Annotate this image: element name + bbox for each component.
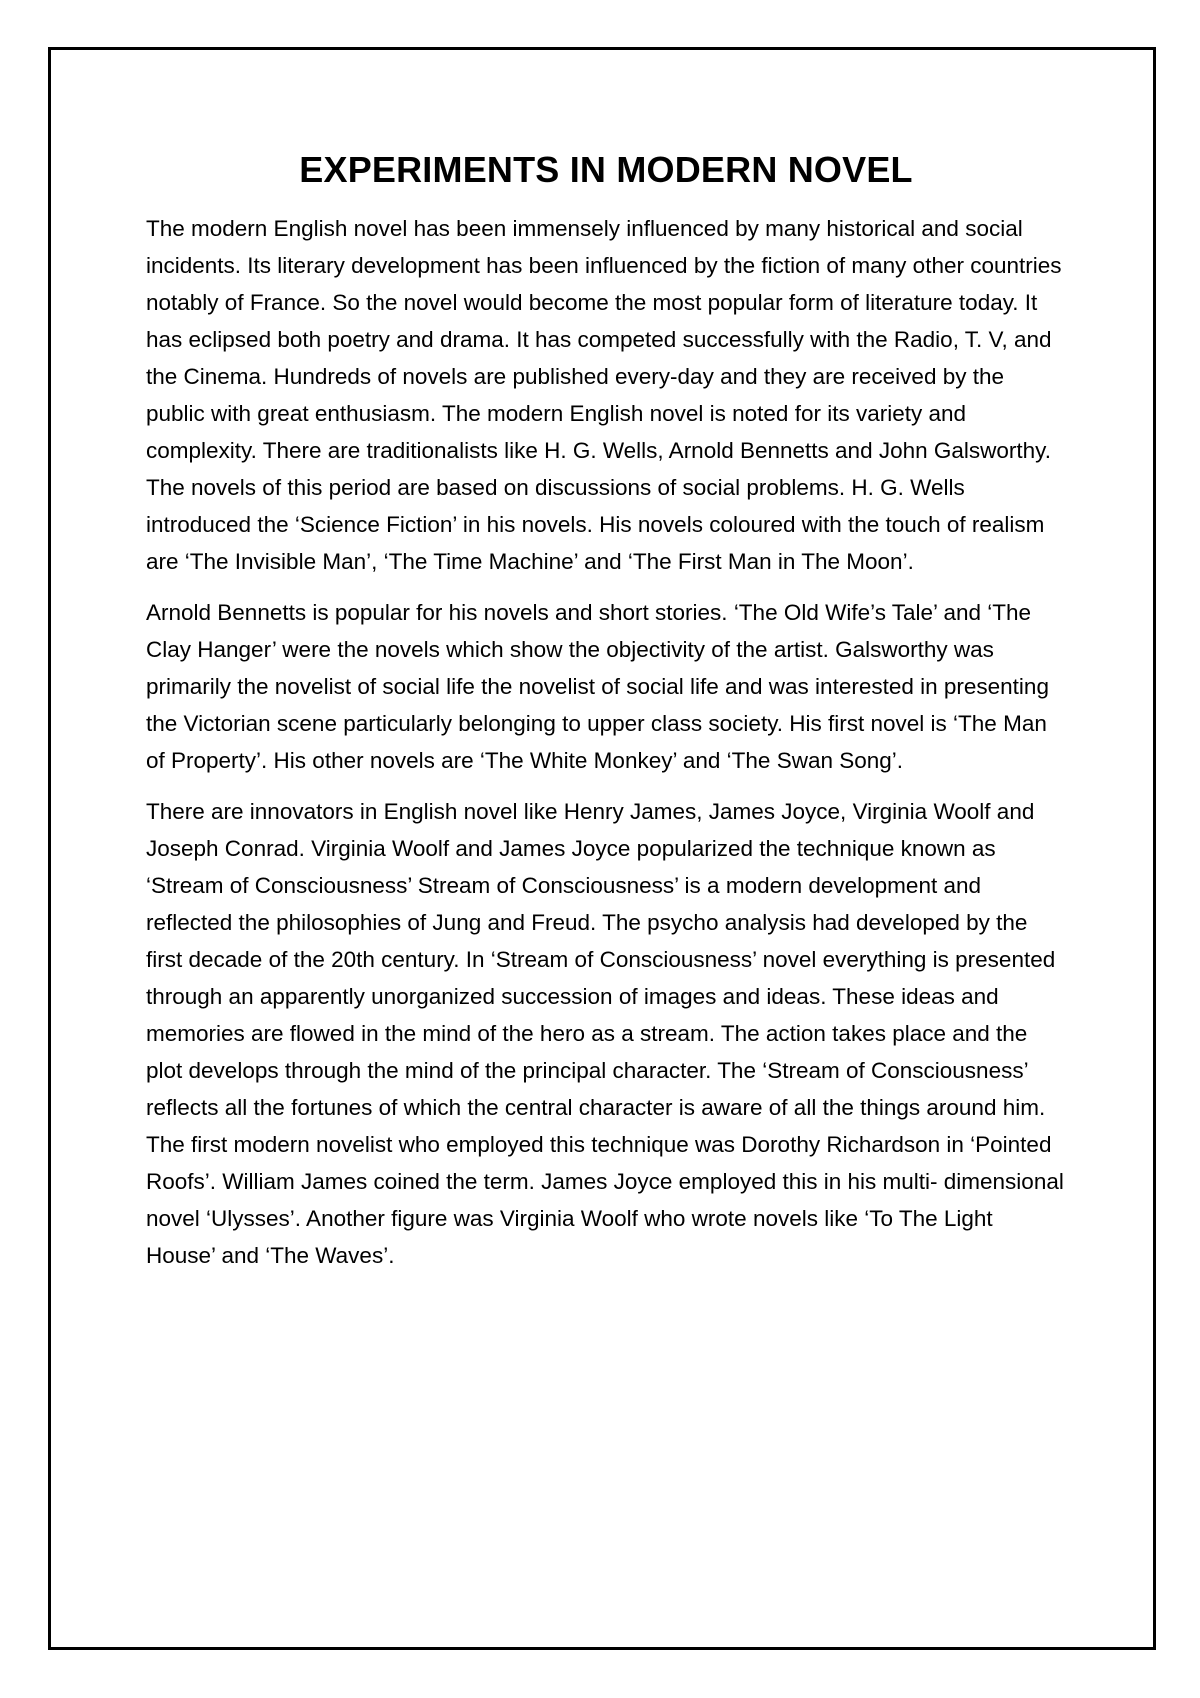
document-body [146, 148, 1066, 1288]
paragraph-stream-of-consciousness: There are innovators in English novel like Henry James, James Joyce, Virginia Woolf and Joseph Conrad. Virginia Woolf and James Joyce popularized the technique known as ‘Stream of Consciousness’ Stream of Consciousness’ is a modern development and reflected the philosophies of Jung and Freud. The psycho analysis had developed by the first decade of the 20th century. In ‘Stream of Consciousness’ novel everything is presented through an apparently unorganized succession of images and ideas. These ideas and memories are flowed in the mind of the hero as a stream. The action takes place and the plot develops through the mind of the principal character. The ‘Stream of Consciousness’ reflects all the fortunes of which the central character is aware of all the things around him. The first modern novelist who employed this technique was Dorothy Richardson in ‘Pointed Roofs’. William James coined the term. James Joyce employed this in his multi- dimensional novel ‘Ulysses’. Another figure was Virginia Woolf who wrote novels like ‘To The Light House’ and ‘The Waves’. [146, 799, 1064, 1268]
paragraph-traditionalists: The modern English novel has been immensely influenced by many historical and social incidents. Its literary development has been influenced by the fiction of many other countries notably of France. So the novel would become the most popular form of literature today. It has eclipsed both poetry and drama. It has competed successfully with the Radio, T. V, and the Cinema. Hundreds of novels are published every-day and they are received by the public with great enthusiasm. The modern English novel is noted for its variety and complexity. There are traditionalists like H. G. Wells, Arnold Bennetts and John Galsworthy. The novels of this period are based on discussions of social problems. H. G. Wells introduced the ‘Science Fiction’ in his novels. His novels coloured with the touch of realism are ‘The Invisible Man’, ‘The Time Machine’ and ‘The First Man in The Moon’. [146, 216, 1062, 574]
paragraph-bennetts-galsworthy: Arnold Bennetts is popular for his novels and short stories. ‘The Old Wife’s Tale’ and ‘The Clay Hanger’ were the novels which show the objectivity of the artist. Galsworthy was primarily the novelist of social life the novelist of social life and was interested in presenting the Victorian scene particularly belonging to upper class society. His first novel is ‘The Man of Property’. His other novels are ‘The White Monkey’ and ‘The Swan Song’. [146, 600, 1049, 773]
document-title: EXPERIMENTS IN MODERN NOVEL [299, 149, 913, 190]
